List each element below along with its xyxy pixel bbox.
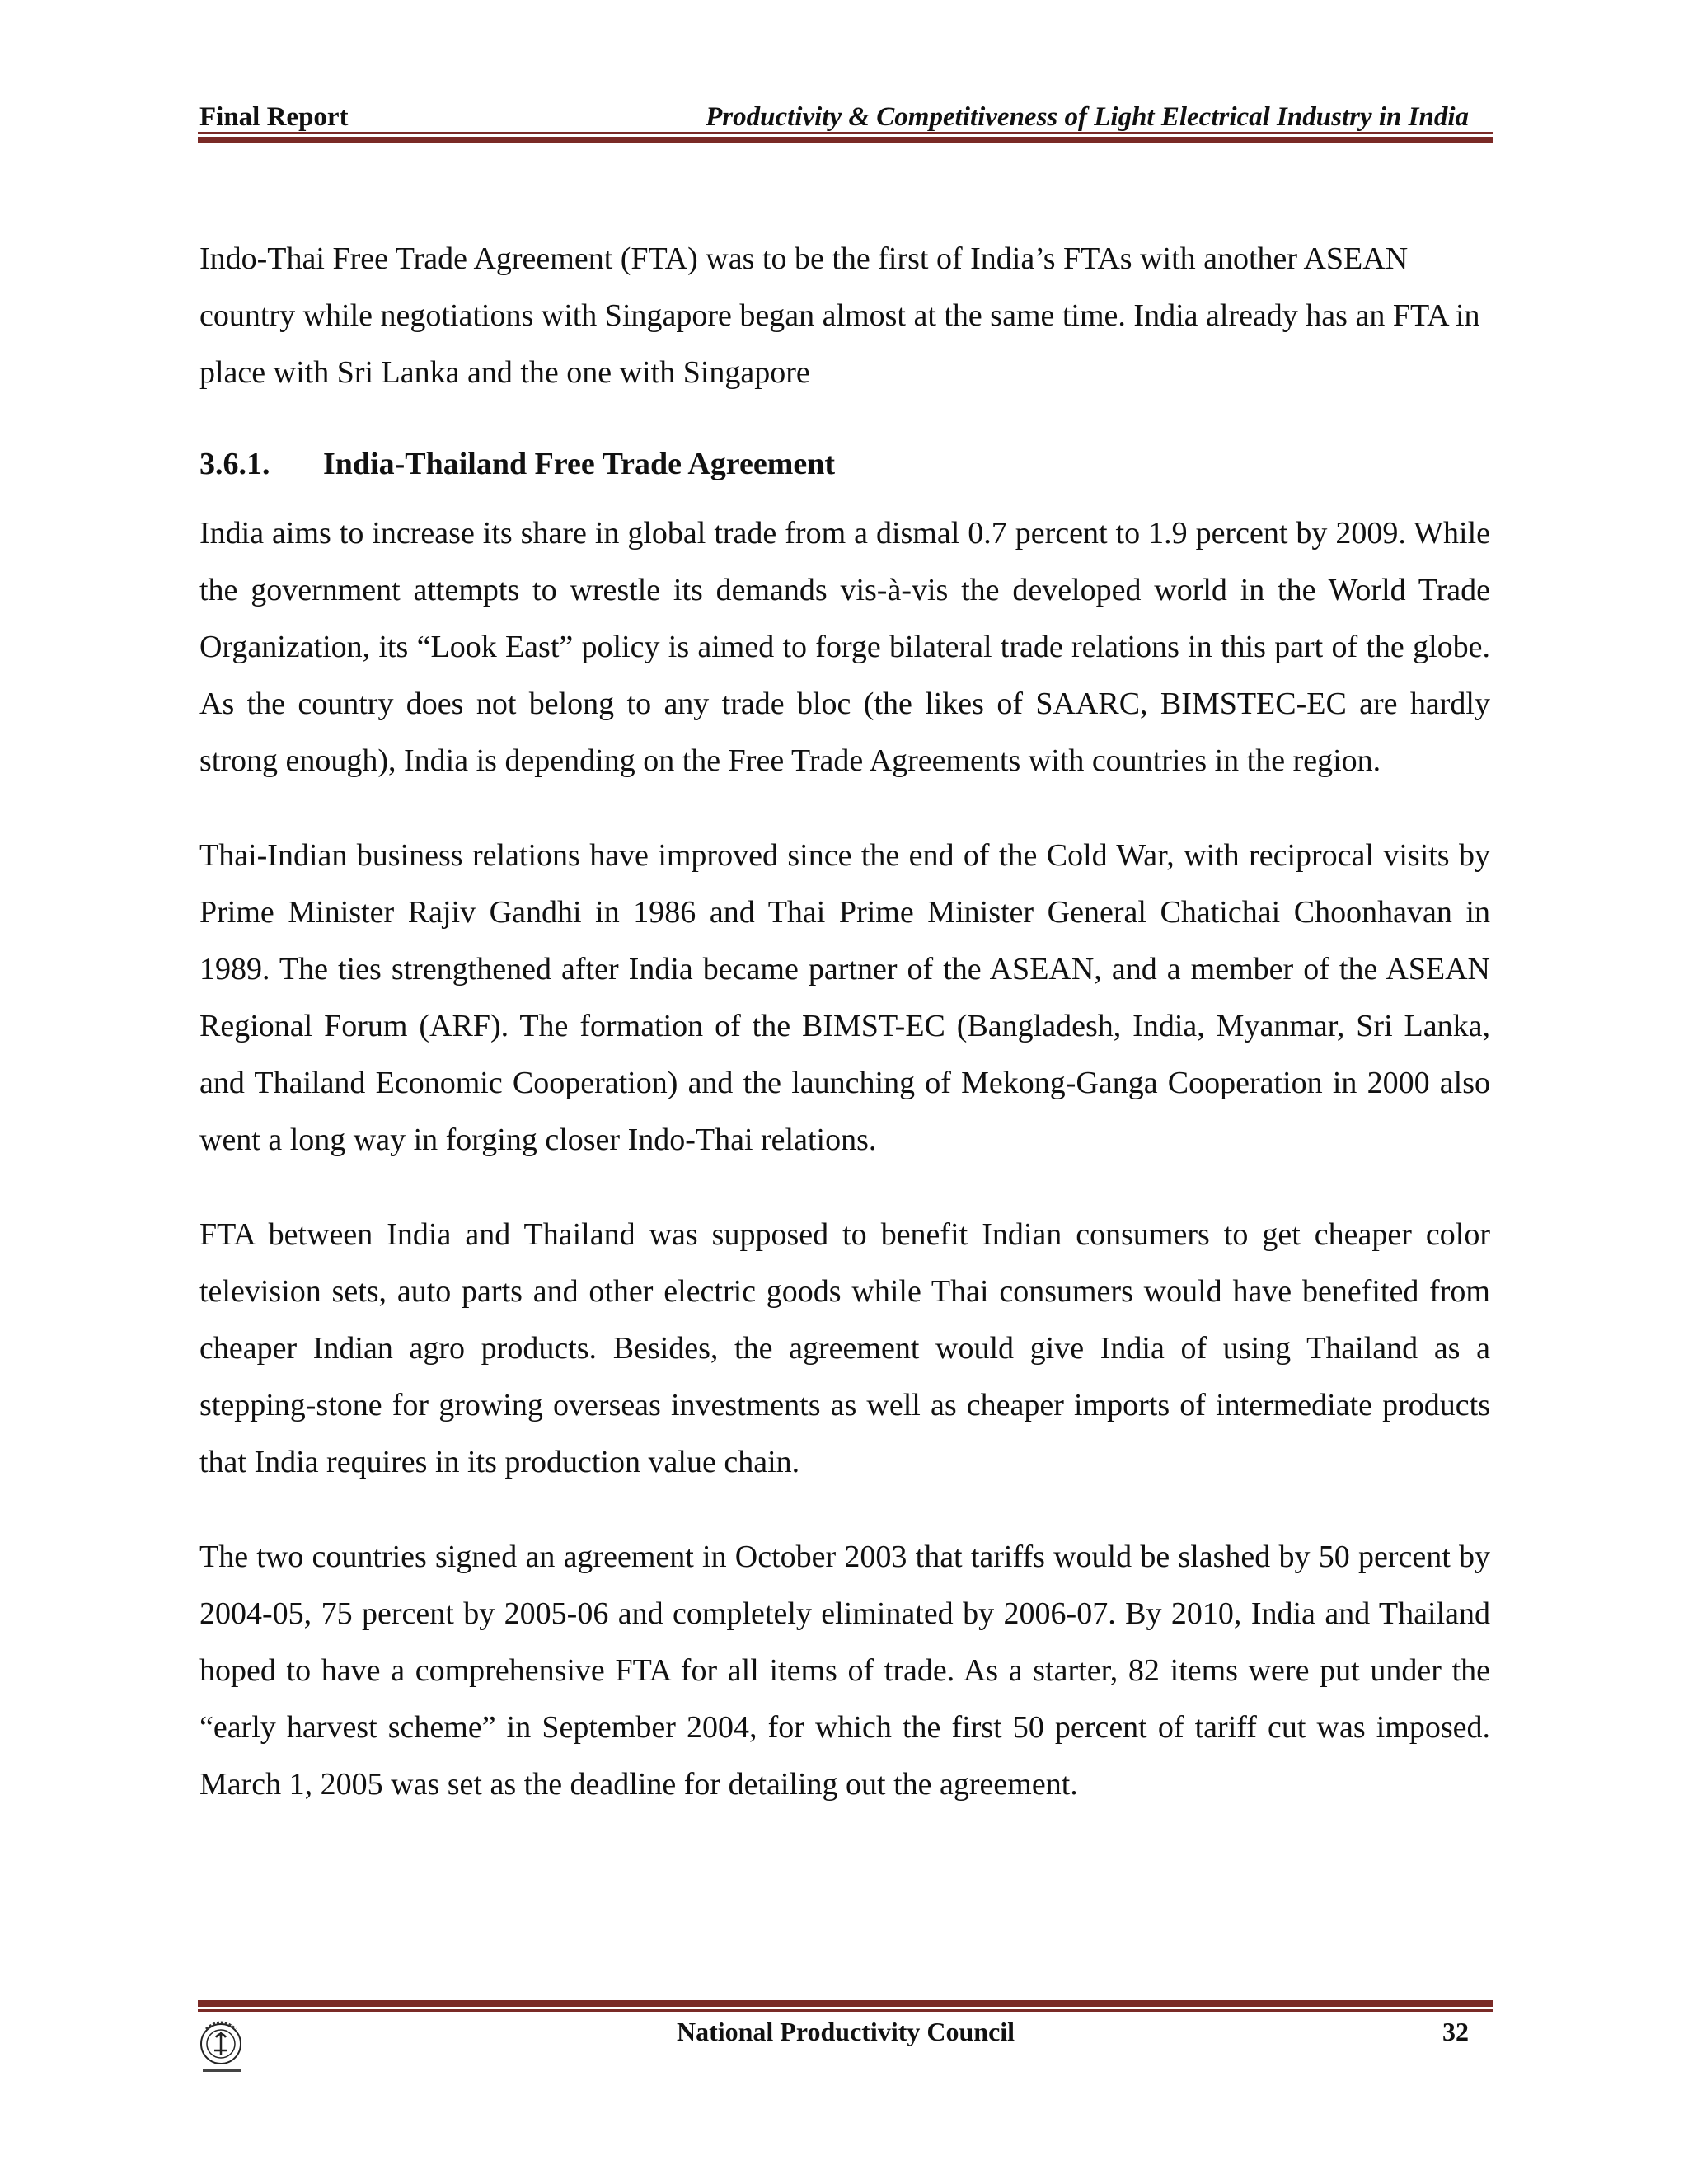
- header-rule-thin: [198, 132, 1493, 134]
- intro-paragraph: Indo-Thai Free Trade Agreement (FTA) was to be the first of India’s FTAs with another ASEAN country while negotiations with Singapore began almost at the same time. India already has an FTA in place with Sri Lanka and the one with Singapore: [199, 241, 1480, 390]
- section-number: 3.6.1.: [199, 447, 270, 481]
- footer-rule-thick: [198, 2000, 1493, 2007]
- section-heading: [199, 439, 1490, 489]
- footer-organization: National Productivity Council: [676, 2017, 1015, 2046]
- header-report-label: Final Report: [199, 102, 349, 132]
- page-number: 32: [1442, 2017, 1469, 2046]
- paragraph-global-trade: India aims to increase its share in global trade from a dismal 0.7 percent to 1.9 percent by 2009. While the government attempts to wrestle its demands vis-à-vis the developed world in the World Trade Organization, its “Look East” policy is aimed to forge bilateral trade relations in this part of the globe. As the country does not belong to any trade bloc (the likes of SAARC, BIMSTEC-EC are hardly strong enough), India is depending on the Free Trade Agreements with countries in the region.: [199, 516, 1490, 778]
- header-rule-thick: [198, 137, 1493, 143]
- paragraph-business-relations: Thai-Indian business relations have improved since the end of the Cold War, with reciprocal visits by Prime Minister Rajiv Gandhi in 1986 and Thai Prime Minister General Chatichai Choonhavan in 1989. The ties strengthened after India became partner of the ASEAN, and a member of the ASEAN Regional Forum (ARF). The formation of the BIMST-EC (Bangladesh, India, Myanmar, Sri Lanka, and Thailand Economic Cooperation) and the launching of Mekong-Ganga Cooperation in 2000 also went a long way in forging closer Indo-Thai relations.: [199, 838, 1490, 1157]
- section-title: India-Thailand Free Trade Agreement: [323, 447, 836, 481]
- header-report-title: Productivity & Competitiveness of Light Electrical Industry in India: [706, 102, 1469, 132]
- page-body: [199, 231, 1490, 1851]
- footer-rule-thin: [198, 2009, 1493, 2012]
- paragraph-fta-benefits: FTA between India and Thailand was supposed to benefit Indian consumers to get cheaper color television sets, auto parts and other electric goods while Thai consumers would have benefited from cheaper Indian agro products. Besides, the agreement would give India of using Thailand as a stepping-stone for growing overseas investments as well as cheaper imports of intermediate products that India requires in its production value chain.: [199, 1217, 1490, 1479]
- paragraph-tariff-agreement: The two countries signed an agreement in October 2003 that tariffs would be slashed by 50 percent by 2004-05, 75 percent by 2005-06 and completely eliminated by 2006-07. By 2010, India and Thailand hoped to have a comprehensive FTA for all items of trade. As a starter, 82 items were put under the “early harvest scheme” in September 2004, for which the first 50 percent of tariff cut was imposed. March 1, 2005 was set as the deadline for detailing out the agreement.: [199, 1540, 1490, 1802]
